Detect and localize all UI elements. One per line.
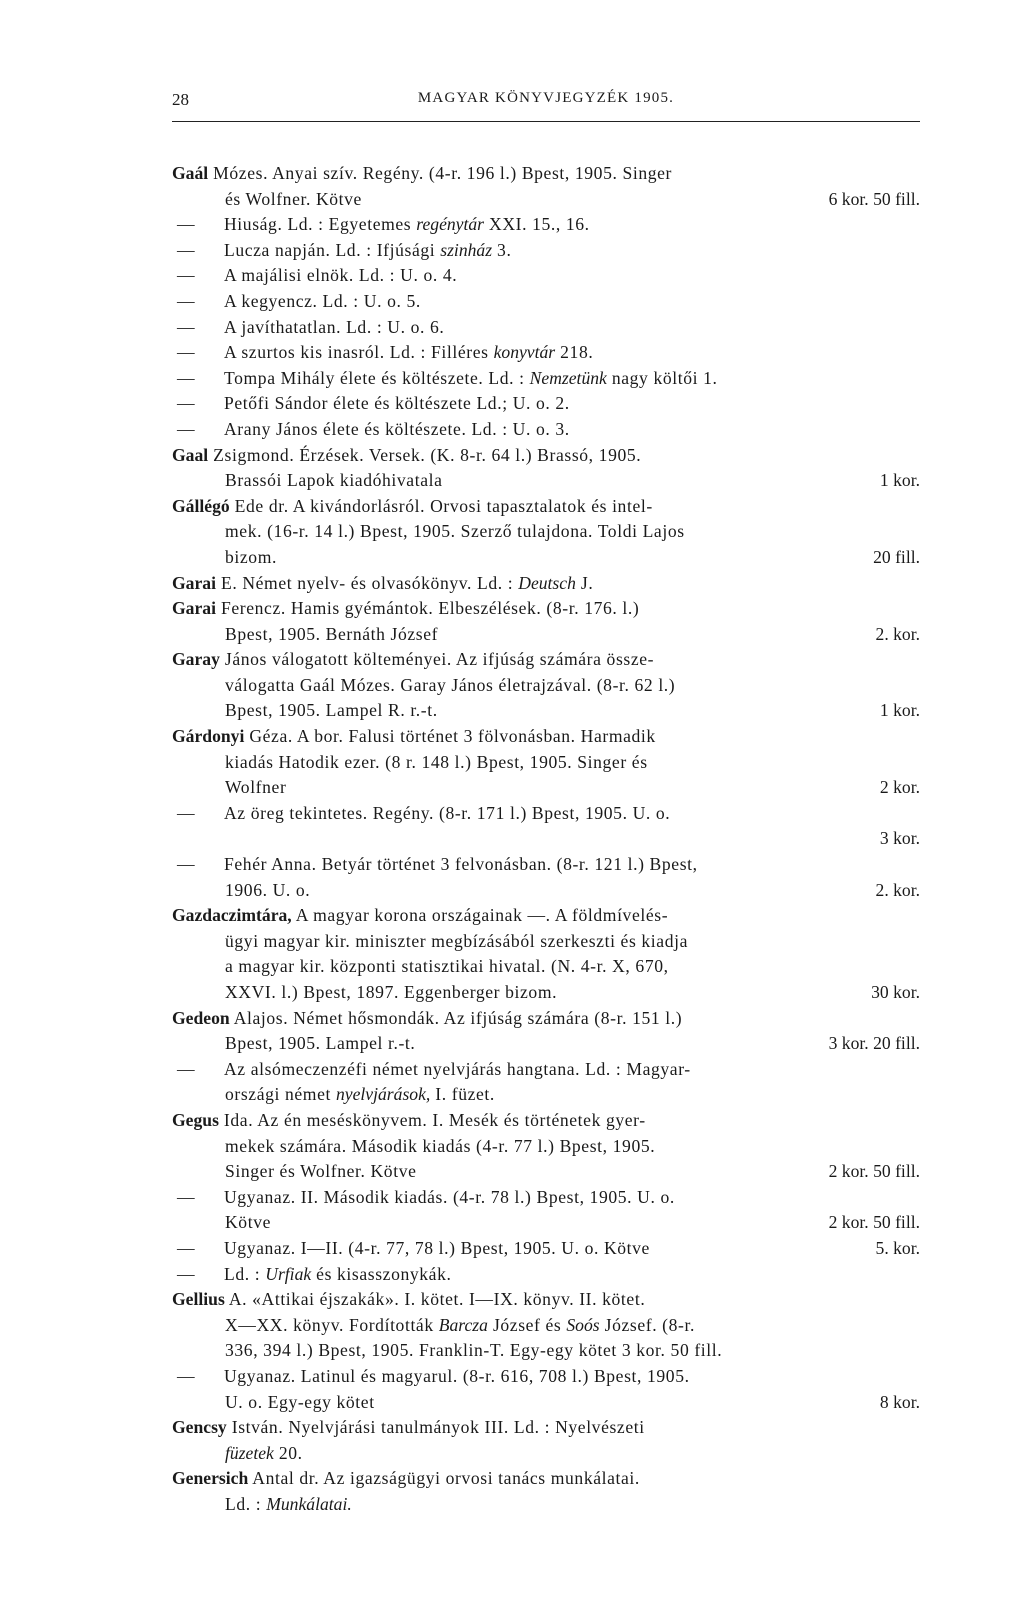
entry-text: és kisasszonykák. [311,1263,452,1284]
em-dash: — [177,1263,195,1284]
entry-author: Garay [172,649,220,670]
entry-price: 5. kor. [875,1237,920,1258]
entry-text: Ida. Az én meséskönyvem. I. Mesék és történetek gyer- [218,1109,646,1130]
entry-text: Lucza napján. Ld. : Ifjúsági [224,239,441,260]
entry-italic: szinház [440,239,493,260]
entry-text: XXVI. l.) Bpest, 1897. Eggenberger bizom. [225,982,558,1002]
entry-continuation-line [172,1338,920,1364]
entry-first-line [172,161,920,187]
entry-dash-line [172,1236,920,1262]
entry-text: Kötve [225,1212,271,1233]
entry-text: 20. [273,1442,303,1463]
entry-dash-line [172,391,920,417]
entry-price: 8 kor. [879,1391,920,1412]
entry-text: Petőfi Sándor élete és költészete Ld.; U. o. 2. [224,393,570,414]
entry-first-line [172,1108,920,1134]
entry-text: János válogatott költeményei. Az ifjúság számára össze- [219,649,655,670]
page-number: 28 [172,90,189,109]
em-dash: — [177,1365,195,1386]
entry-continuation-line [172,622,920,648]
entry-continuation-line [172,1313,920,1339]
entry-dash-line [172,417,920,443]
entry-text: Ld. : [225,1493,267,1514]
entry-text: Arany János élete és költészete. Ld. : U. o. 3. [224,418,570,439]
em-dash: — [177,239,195,260]
entry-continuation-line [172,1492,920,1518]
entry-italic: Soós [566,1314,600,1335]
entry-continuation-line [172,826,920,852]
entry-text: bizom. [225,546,277,567]
entry-continuation-line [172,1210,920,1236]
entry-text: országi német [225,1084,336,1105]
entry-text: mekek számára. Második kiadás (4-r. 77 l.) Bpest, 1905. [225,1135,656,1156]
entry-first-line [172,571,920,597]
entry-text: válogatta Gaál Mózes. Garay János életrajzával. (8-r. 62 l.) [225,674,676,695]
catalog-entries [172,161,920,1517]
entry-italic: Munkálatai. [266,1493,352,1514]
entry-text: Bpest, 1905. Bernáth József [225,623,439,644]
entry-continuation-line [172,1082,920,1108]
entry-price: 3 kor. 20 fill. [828,1033,920,1054]
entry-first-line [172,647,920,673]
entry-text: Mózes. Anyai szív. Regény. (4-r. 196 l.) Bpest, 1905. Singer [208,163,673,183]
entry-continuation-line [172,1390,920,1416]
entry-text: Az öreg tekintetes. Regény. (8-r. 171 l.) Bpest, 1905. U. o. [224,802,671,823]
entry-text: A szurtos kis inasról. Ld. : Filléres [224,342,494,363]
entry-text: Ugyanaz. I—II. (4-r. 77, 78 l.) Bpest, 1905. U. o. Kötve [224,1237,650,1258]
entry-continuation-line [172,980,920,1006]
entry-dash-line [172,263,920,289]
entry-text: Ugyanaz. II. Második kiadás. (4-r. 78 l.) Bpest, 1905. U. o. [224,1186,675,1207]
entry-dash-line [172,340,920,366]
entry-price: 2 kor. 50 fill. [828,1161,920,1182]
entry-continuation-line [172,954,920,980]
entry-text: Bpest, 1905. Lampel R. r.-t. [225,700,438,721]
entry-continuation-line [172,775,920,801]
entry-price: 3 kor. [879,828,920,849]
em-dash: — [177,265,195,286]
entry-continuation-line [172,878,920,904]
page-header [172,90,920,114]
entry-text: A kegyencz. Ld. : U. o. 5. [224,290,421,311]
entry-first-line [172,443,920,469]
entry-continuation-line [172,187,920,213]
em-dash: — [177,290,195,311]
entry-italic: Nemzetünk [529,367,607,388]
entry-text: A. «Attikai éjszakák». I. kötet. I—IX. könyv. II. kötet. [224,1289,646,1310]
entry-text: Fehér Anna. Betyár történet 3 felvonásban. (8-r. 121 l.) Bpest, [224,854,698,875]
entry-price: 20 fill. [873,546,920,567]
entry-price: 2. kor. [875,879,920,900]
entry-continuation-line [172,1159,920,1185]
entry-text: Ferencz. Hamis gyémántok. Elbeszélések. (8-r. 176. l.) [215,598,640,619]
entry-dash-line [172,315,920,341]
em-dash: — [177,1186,195,1207]
entry-author: Gaál [172,163,209,183]
entry-dash-line [172,289,920,315]
entry-continuation-line [172,929,920,955]
em-dash: — [177,316,195,337]
entry-text: Tompa Mihály élete és költészete. Ld. : [224,367,530,388]
entry-author: Genersich [172,1468,249,1489]
entry-italic: nyelvjárások, [336,1084,431,1105]
entry-continuation-line [172,519,920,545]
entry-text: XXI. 15., 16. [484,214,590,235]
entry-price: 1 kor. [879,700,920,721]
entry-text: I. füzet. [430,1084,495,1105]
em-dash: — [177,214,195,235]
entry-author: Gedeon [172,1007,230,1028]
entry-text: Az alsómeczenzéfi német nyelvjárás hangtana. Ld. : Magyar- [224,1058,691,1079]
entry-price: 2. kor. [875,623,920,644]
entry-price: 6 kor. 50 fill. [828,188,920,209]
entry-continuation-line [172,545,920,571]
entry-first-line [172,1006,920,1032]
entry-first-line [172,1415,920,1441]
entry-text: 1906. U. o. [225,879,311,900]
entry-text: 218. [555,342,594,363]
entry-text: Hiuság. Ld. : Egyetemes [224,214,417,235]
entry-dash-line [172,366,920,392]
entry-text: Alajos. Német hősmondák. Az ifjúság számára (8-r. 151 l.) [229,1007,683,1028]
entry-author: Gaal [172,444,209,465]
entry-first-line [172,494,920,520]
entry-text: 3. [492,239,512,260]
entry-continuation-line [172,673,920,699]
em-dash: — [177,802,195,823]
entry-text: U. o. Egy-egy kötet [225,1391,375,1412]
entry-text: és Wolfner. Kötve [225,188,362,209]
entry-continuation-line [172,1031,920,1057]
entry-text: István. Nyelvjárási tanulmányok III. Ld. : Nyelvészeti [226,1417,645,1438]
em-dash: — [177,1237,195,1258]
entry-text: Zsigmond. Érzések. Versek. (K. 8-r. 64 l.) Brassó, 1905. [208,444,642,465]
entry-dash-line [172,1364,920,1390]
entry-text: József. (8-r. [599,1314,695,1335]
entry-dash-line [172,801,920,827]
entry-first-line [172,903,920,929]
entry-author: Garai [172,598,216,619]
entry-text: Wolfner [225,777,287,798]
entry-author: Gállégó [172,495,230,516]
entry-first-line [172,724,920,750]
entry-author: Gárdonyi [172,726,245,747]
entry-text: Ugyanaz. Latinul és magyarul. (8-r. 616, 708 l.) Bpest, 1905. [224,1365,690,1386]
entry-text: nagy költői 1. [606,367,718,388]
entry-first-line [172,596,920,622]
entry-price: 2 kor. [879,777,920,798]
entry-continuation-line [172,468,920,494]
entry-text: ügyi magyar kir. miniszter megbízásából szerkeszti és kiadja [225,930,688,951]
em-dash: — [177,418,195,439]
entry-price: 2 kor. 50 fill. [828,1212,920,1233]
entry-text: a magyar kir. központi statisztikai hivatal. (N. 4-r. X, 670, [225,956,669,977]
entry-author: Gellius [172,1289,225,1310]
entry-text: mek. (16-r. 14 l.) Bpest, 1905. Szerző tulajdona. Toldi Lajos [225,521,685,542]
entry-text: E. Német nyelv- és olvasókönyv. Ld. : [215,572,519,593]
entry-text: A magyar korona országainak —. A földmívelés- [291,905,669,926]
entry-text: A majálisi elnök. Ld. : U. o. 4. [224,265,458,286]
entry-first-line [172,1466,920,1492]
entry-dash-line [172,1262,920,1288]
entry-dash-line [172,1057,920,1083]
entry-continuation-line [172,750,920,776]
entry-continuation-line [172,1441,920,1467]
em-dash: — [177,1058,195,1079]
entry-italic: füzetek [225,1442,274,1463]
entry-text: A javíthatatlan. Ld. : U. o. 6. [224,316,445,337]
entry-text: kiadás Hatodik ezer. (8 r. 148 l.) Bpest, 1905. Singer és [225,751,648,772]
entry-italic: regénytár [416,214,485,235]
em-dash: — [177,367,195,388]
em-dash: — [177,393,195,414]
entry-author: Gencsy [172,1417,227,1438]
entry-italic: Barcza [438,1314,488,1335]
entry-text: Géza. A bor. Falusi történet 3 fölvonásban. Harmadik [244,726,656,747]
entry-text: Singer és Wolfner. Kötve [225,1161,417,1182]
entry-dash-line [172,212,920,238]
entry-continuation-line [172,698,920,724]
entry-italic: konyvtár [493,342,556,363]
entry-text: 336, 394 l.) Bpest, 1905. Franklin-T. Egy-egy kötet 3 kor. 50 fill. [225,1340,723,1361]
entry-italic: Urfiak [265,1263,312,1284]
entry-text: Ld. : [224,1263,266,1284]
entry-author: Gegus [172,1109,219,1130]
entry-text: Brassói Lapok kiadóhivatala [225,470,443,491]
entry-author: Garai [172,572,216,593]
running-title: MAGYAR KÖNYVJEGYZÉK 1905. [417,90,675,106]
entry-text: Antal dr. Az igazságügyi orvosi tanács munkálatai. [248,1468,640,1489]
entry-first-line [172,1287,920,1313]
entry-text: X—XX. könyv. Fordították [225,1314,439,1335]
entry-text: J. [575,572,594,593]
entry-text: Bpest, 1905. Lampel r.-t. [225,1033,416,1054]
entry-price: 30 kor. [871,982,920,1002]
em-dash: — [177,854,195,875]
em-dash: — [177,342,195,363]
entry-italic: Deutsch [518,572,576,593]
entry-price: 1 kor. [879,470,920,491]
entry-text: József és [487,1314,567,1335]
entry-text: Ede dr. A kivándorlásról. Orvosi tapasztalatok és intel- [229,495,653,516]
entry-continuation-line [172,1134,920,1160]
entry-dash-line [172,238,920,264]
entry-dash-line [172,1185,920,1211]
header-rule [172,121,920,122]
entry-author: Gazdaczimtára, [172,905,292,926]
entry-dash-line [172,852,920,878]
